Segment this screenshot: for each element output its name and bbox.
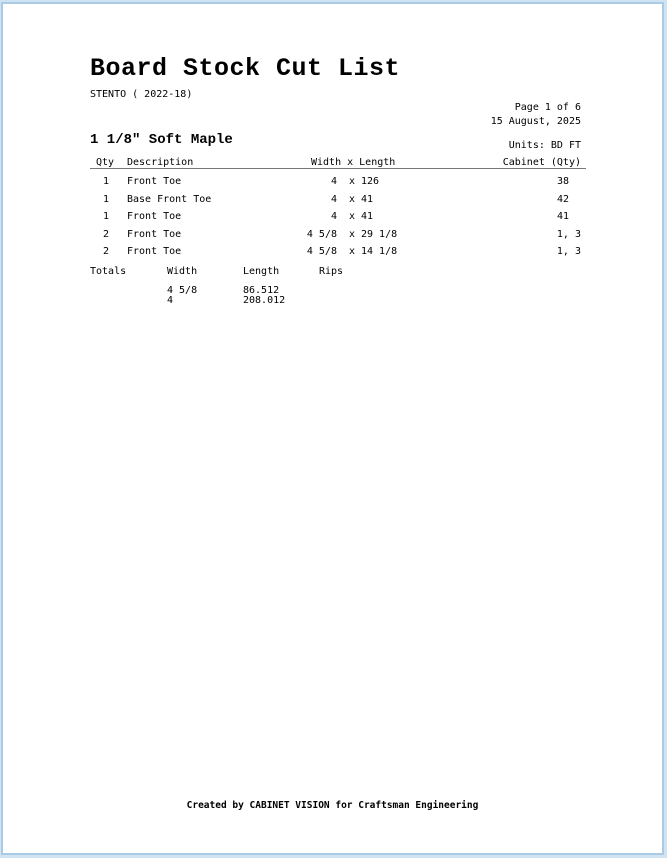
row-qty: 1	[103, 176, 110, 187]
row-qty: 1	[103, 211, 110, 222]
header-divider	[90, 168, 586, 169]
row-width: 4	[330, 211, 337, 222]
report-page	[3, 4, 662, 853]
row-description: Front Toe	[127, 176, 182, 187]
totals-length: 208.012	[243, 295, 286, 306]
totals-header-length: Length	[243, 266, 280, 277]
report-title: Board Stock Cut List	[90, 54, 401, 83]
report-date: 15 August, 2025	[490, 116, 581, 127]
row-length: 41	[361, 211, 374, 222]
row-length: 29 1/8	[361, 229, 398, 240]
row-x: x	[349, 194, 356, 205]
header-qty: Qty	[96, 157, 115, 168]
units-label: Units: BD FT	[508, 140, 581, 151]
totals-label: Totals	[90, 266, 127, 277]
row-cabinet: 1, 3	[556, 229, 581, 240]
row-qty: 1	[103, 194, 110, 205]
row-x: x	[349, 246, 356, 257]
row-width: 4 5/8	[306, 229, 337, 240]
header-size: Width x Length	[311, 157, 396, 168]
row-length: 126	[361, 176, 380, 187]
row-cabinet: 1, 3	[556, 246, 581, 257]
row-width: 4	[330, 176, 337, 187]
report-page-frame	[1, 2, 664, 855]
row-qty: 2	[103, 229, 110, 240]
row-cabinet: 41	[556, 211, 569, 222]
row-cabinet: 42	[556, 194, 569, 205]
page-number: Page 1 of 6	[514, 102, 581, 113]
header-description: Description	[127, 157, 194, 168]
job-name: STENTO ( 2022-18)	[90, 89, 193, 100]
row-width: 4 5/8	[306, 246, 337, 257]
header-cabinet: Cabinet (Qty)	[502, 157, 581, 168]
row-qty: 2	[103, 246, 110, 257]
totals-header-width: Width	[167, 266, 198, 277]
row-description: Front Toe	[127, 211, 182, 222]
row-length: 14 1/8	[361, 246, 398, 257]
totals-width: 4 5/8	[167, 285, 198, 296]
report-footer: Created by CABINET VISION for Craftsman Engineering	[186, 800, 479, 811]
row-width: 4	[330, 194, 337, 205]
material-heading: 1 1/8" Soft Maple	[90, 132, 233, 148]
row-description: Front Toe	[127, 229, 182, 240]
row-x: x	[349, 176, 356, 187]
row-description: Base Front Toe	[127, 194, 212, 205]
totals-width: 4	[167, 295, 174, 306]
row-x: x	[349, 229, 356, 240]
totals-header-rips: Rips	[319, 266, 344, 277]
row-x: x	[349, 211, 356, 222]
totals-length: 86.512	[243, 285, 280, 296]
row-description: Front Toe	[127, 246, 182, 257]
row-length: 41	[361, 194, 374, 205]
row-cabinet: 38	[556, 176, 569, 187]
